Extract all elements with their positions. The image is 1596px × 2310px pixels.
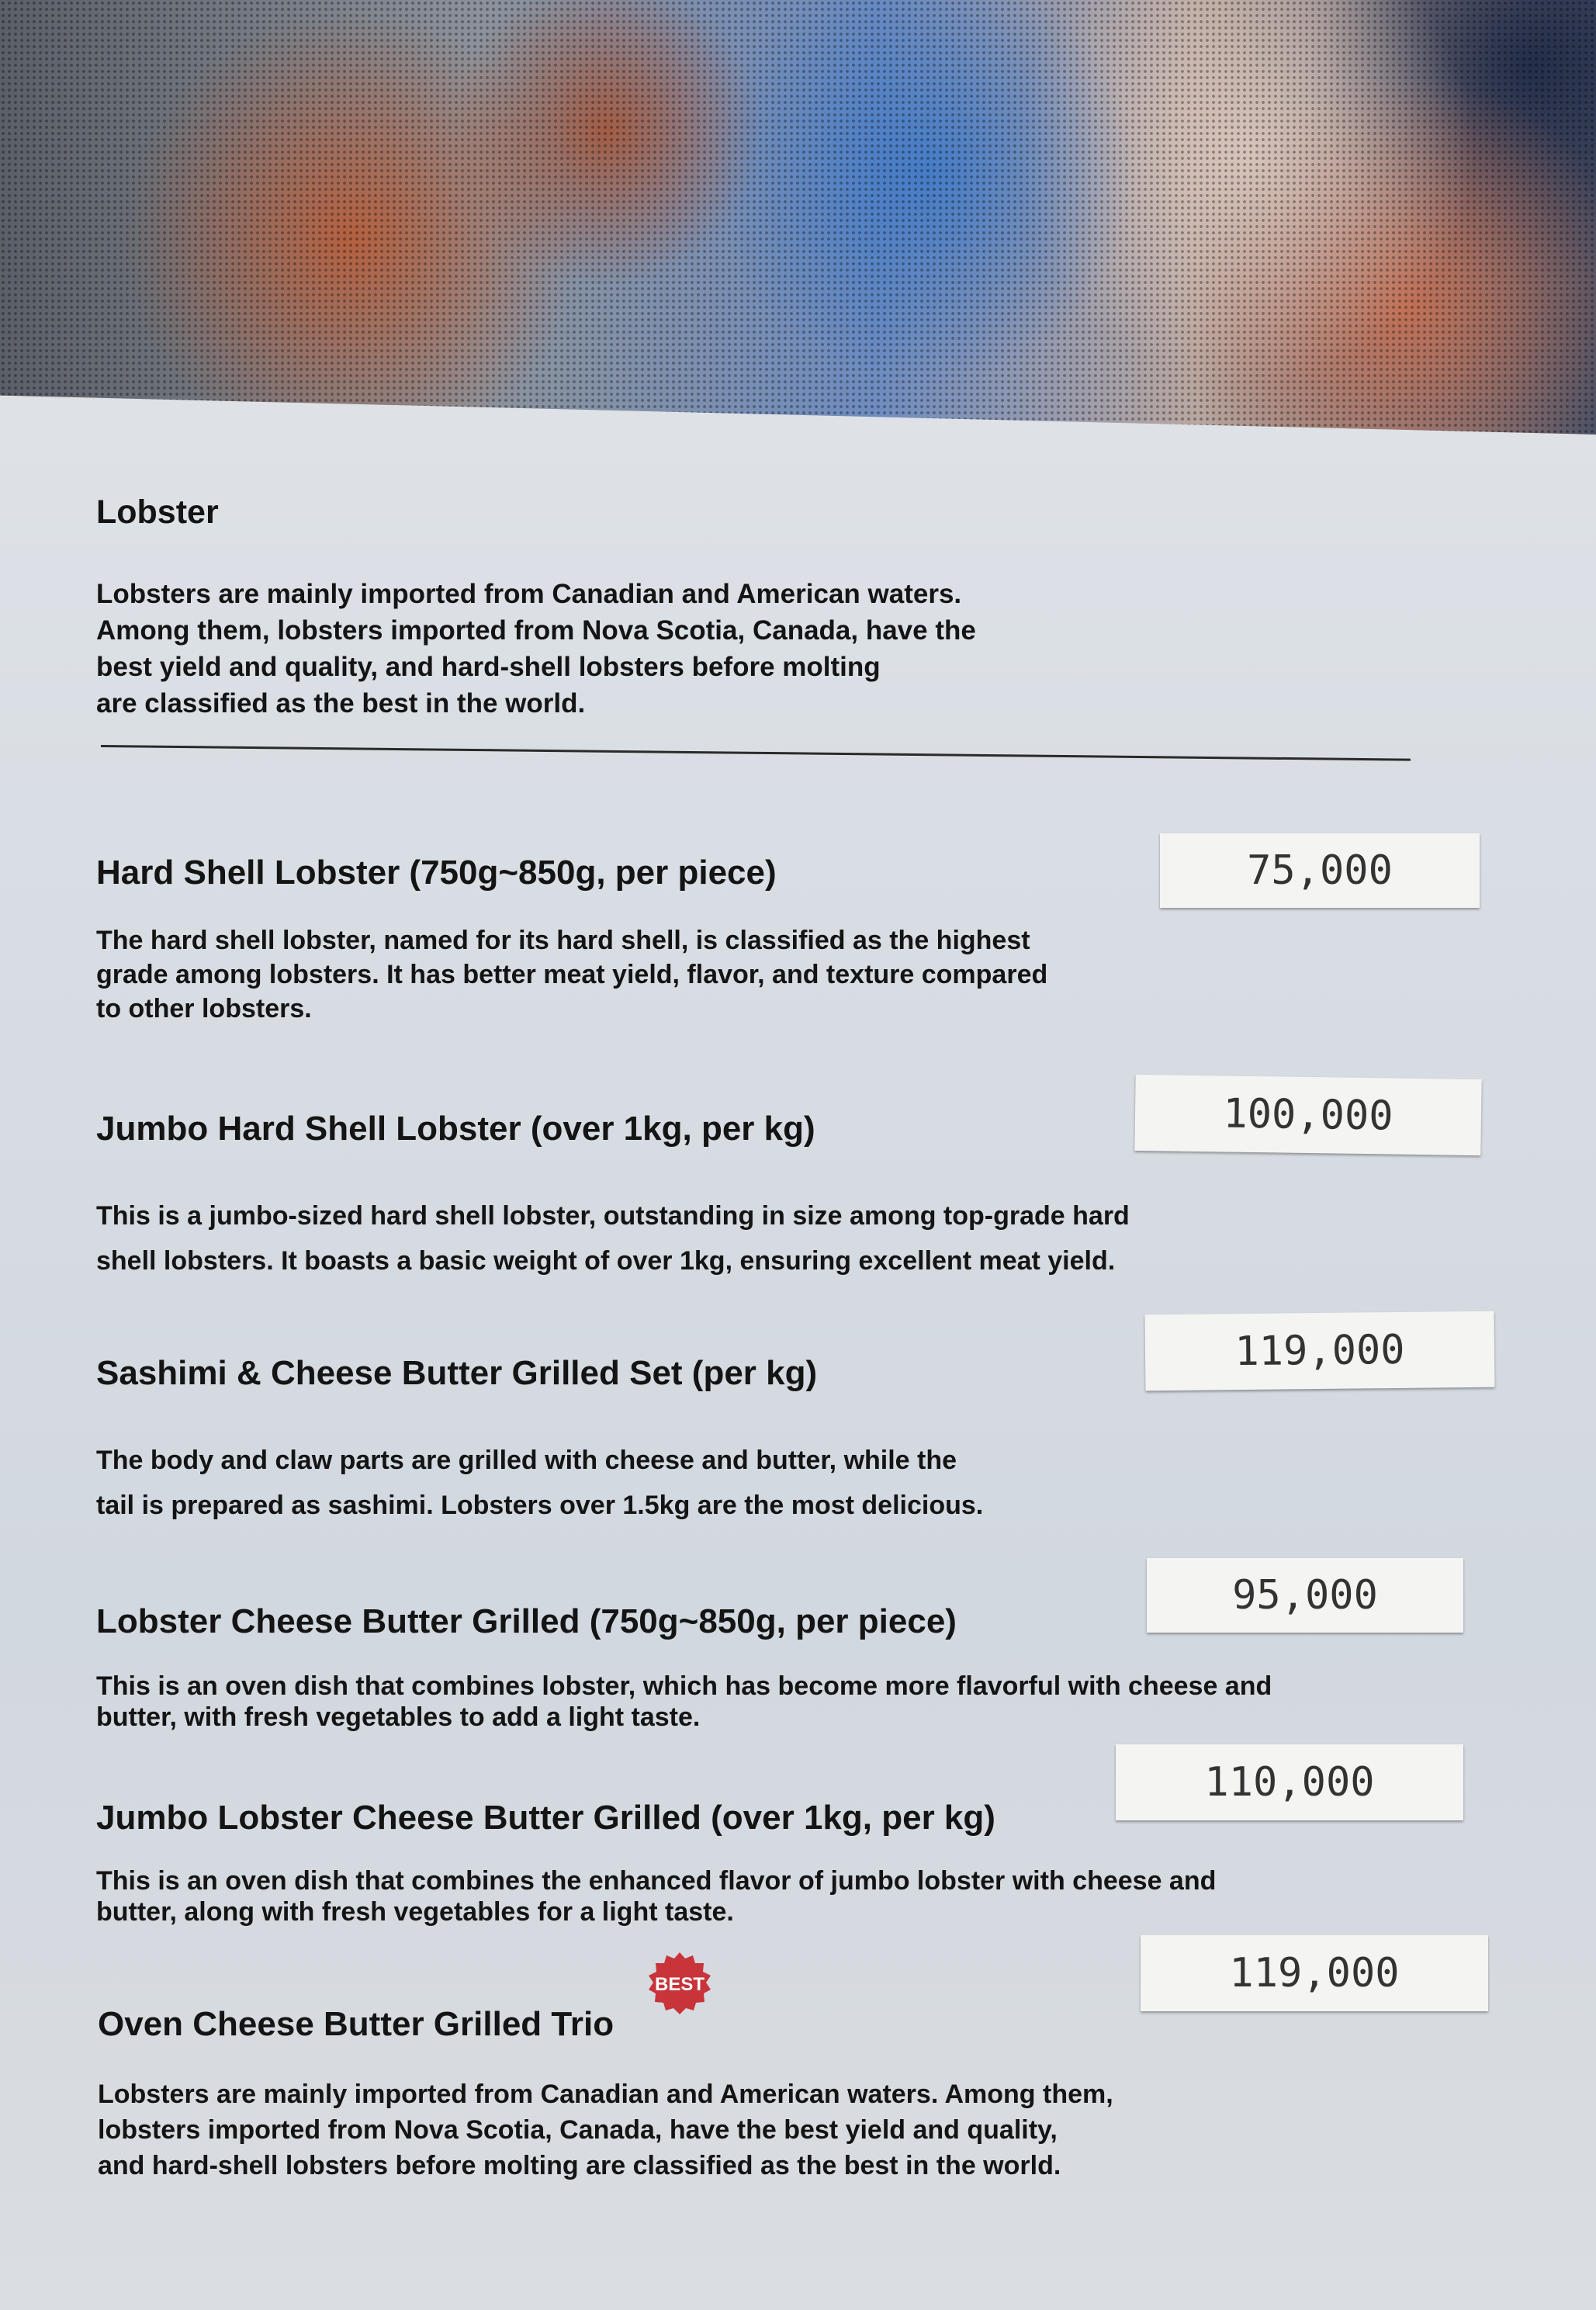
header-photo (0, 0, 1596, 435)
menu-item (96, 1110, 1130, 1276)
intro-line: Lobsters are mainly imported from Canadian and American waters. (96, 579, 962, 609)
price-tag: 110,000 (1116, 1744, 1463, 1820)
desc-line: to other lobsters. (96, 994, 312, 1023)
desc-line: and hard-shell lobsters before molting are classified as the best in the world. (98, 2151, 1061, 2180)
price-tag: 75,000 (1160, 833, 1480, 908)
section-intro (96, 576, 1027, 722)
price-tag: 95,000 (1147, 1558, 1463, 1633)
intro-line: Among them, lobsters imported from Nova Scotia, Canada, have the (96, 615, 976, 646)
item-description (96, 923, 1322, 1026)
desc-line: grade among lobsters. It has better meat yield, flavor, and texture compared (96, 960, 1048, 989)
menu-item (98, 2005, 1113, 2180)
menu-item (96, 1602, 1272, 1732)
item-name: Oven Cheese Butter Grilled Trio (98, 2005, 615, 2043)
desc-line: The body and claw parts are grilled with cheese and butter, while the (96, 1446, 957, 1475)
price-tag: 100,000 (1134, 1075, 1481, 1155)
desc-line: This is a jumbo-sized hard shell lobster, outstanding in size among top-grade hard (96, 1201, 1130, 1231)
desc-line: Lobsters are mainly imported from Canadian and American waters. Among them, (98, 2080, 1113, 2109)
item-description (96, 1193, 1322, 1283)
price-tag: 119,000 (1144, 1311, 1494, 1391)
item-name: Sashimi & Cheese Butter Grilled Set (per kg) (96, 1354, 818, 1392)
best-badge (646, 1951, 714, 2019)
menu-item (96, 854, 1048, 1023)
desc-line: lobsters imported from Nova Scotia, Canada, have the best yield and quality, (98, 2115, 1058, 2145)
item-description (98, 2076, 1324, 2184)
item-name: Jumbo Hard Shell Lobster (over 1kg, per kg) (96, 1110, 815, 1148)
menu-item (96, 1354, 984, 1520)
intro-line: best yield and quality, and hard-shell lobsters before molting (96, 652, 881, 682)
desc-line: butter, along with fresh vegetables for a light taste. (96, 1897, 734, 1927)
intro-line: are classified as the best in the world. (96, 688, 586, 719)
desc-line: shell lobsters. It boasts a basic weight of over 1kg, ensuring excellent meat yield. (96, 1246, 1116, 1276)
menu-item (96, 1799, 1217, 1927)
item-name: Jumbo Lobster Cheese Butter Grilled (over 1kg, per kg) (96, 1799, 995, 1837)
desc-line: The hard shell lobster, named for its hard shell, is classified as the highest (96, 926, 1030, 955)
section-title: Lobster (96, 494, 219, 531)
desc-line: This is an oven dish that combines lobster, which has become more flavorful with cheese and (96, 1671, 1272, 1701)
desc-line: tail is prepared as sashimi. Lobsters over 1.5kg are the most delicious. (96, 1491, 984, 1520)
badge-label: BEST (654, 1974, 705, 1995)
desc-line: This is an oven dish that combines the enhanced flavor of jumbo lobster with cheese and (96, 1866, 1217, 1896)
item-description (96, 1671, 1322, 1733)
price-tag: 119,000 (1141, 1935, 1488, 2011)
item-name: Lobster Cheese Butter Grilled (750g~850g, per piece) (96, 1602, 957, 1640)
item-name: Hard Shell Lobster (750g~850g, per piece) (96, 854, 777, 892)
item-description (96, 1438, 1322, 1528)
item-description (96, 1865, 1322, 1927)
section-divider (101, 745, 1411, 761)
desc-line: butter, with fresh vegetables to add a light taste. (96, 1702, 701, 1732)
